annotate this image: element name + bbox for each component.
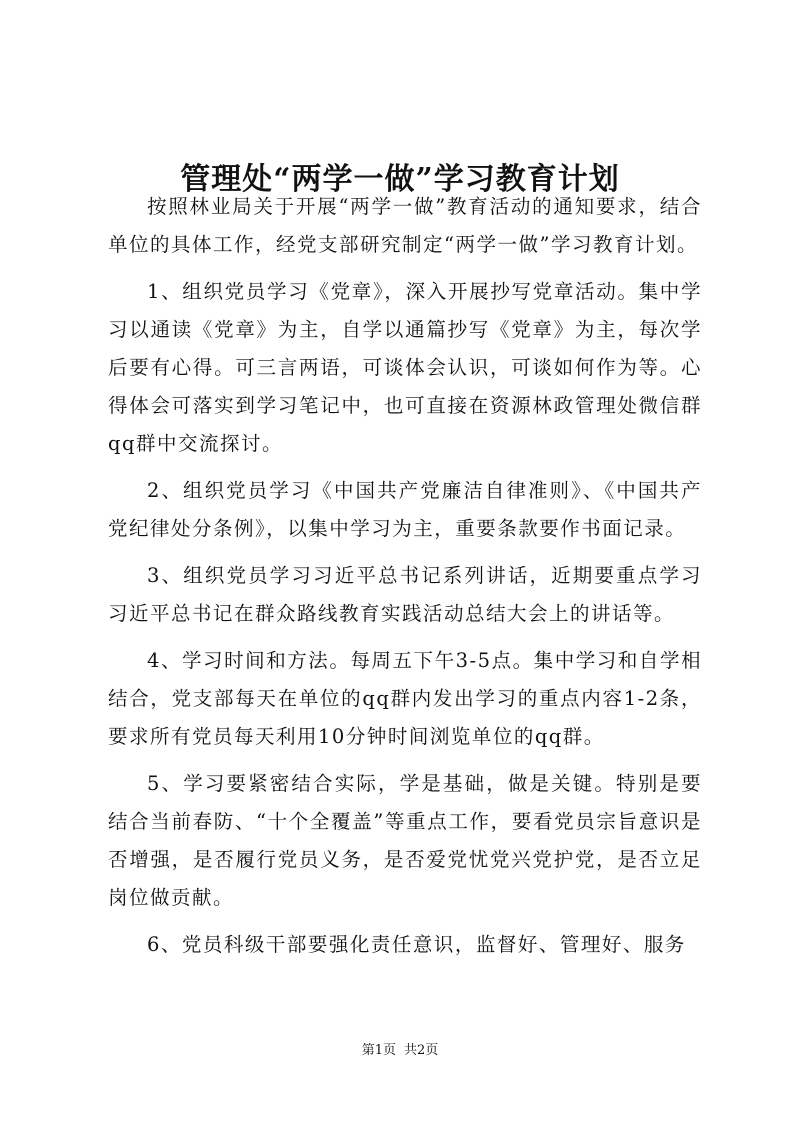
item-6-paragraph: 6、党员科级干部要强化责任意识，监督好、管理好、服务: [147, 933, 686, 956]
page-footer: [0, 1041, 800, 1061]
item-5-paragraph: 5、学习要紧密结合实际，学是基础，做是关键。特别是要结合当前春防、“十个全覆盖”等重点工作，要看党员宗旨意识是否增强，是否履行党员义务，是否爱党忧党兴党护党，是否立足岗位做贡献。: [108, 772, 702, 909]
page-total: 共2页: [404, 1043, 439, 1058]
item-2-paragraph: 2、组织党员学习《中国共产党廉洁自律准则》、《中国共产党纪律处分条例》，以集中学习为主，重要条款要作书面记录。: [108, 479, 702, 540]
document-body: [108, 188, 702, 973]
intro-paragraph: 按照林业局关于开展“两学一做”教育活动的通知要求，结合单位的具体工作，经党支部研究制定“两学一做”学习教育计划。: [108, 195, 702, 256]
page-number: 第1页: [361, 1043, 396, 1058]
document-title: 管理处“两学一做”学习教育计划: [180, 162, 620, 198]
item-4-paragraph: 4、学习时间和方法。每周五下午3-5点。集中学习和自学相结合，党支部每天在单位的qq群内发出学习的重点内容1-2条，要求所有党员每天利用10分钟时间浏览单位的qq群。: [108, 649, 702, 748]
item-1-paragraph: 1、组织党员学习《党章》，深入开展抄写党章活动。集中学习以通读《党章》为主，自学以通篇抄写《党章》为主，每次学后要有心得。可三言两语，可谈体会认识，可谈如何作为等。心得体会可落实到学习笔记中，也可直接在资源林政管理处微信群qq群中交流探讨。: [108, 280, 702, 455]
item-3-paragraph: 3、组织党员学习习近平总书记系列讲话，近期要重点学习习近平总书记在群众路线教育实践活动总结大会上的讲话等。: [108, 564, 702, 625]
